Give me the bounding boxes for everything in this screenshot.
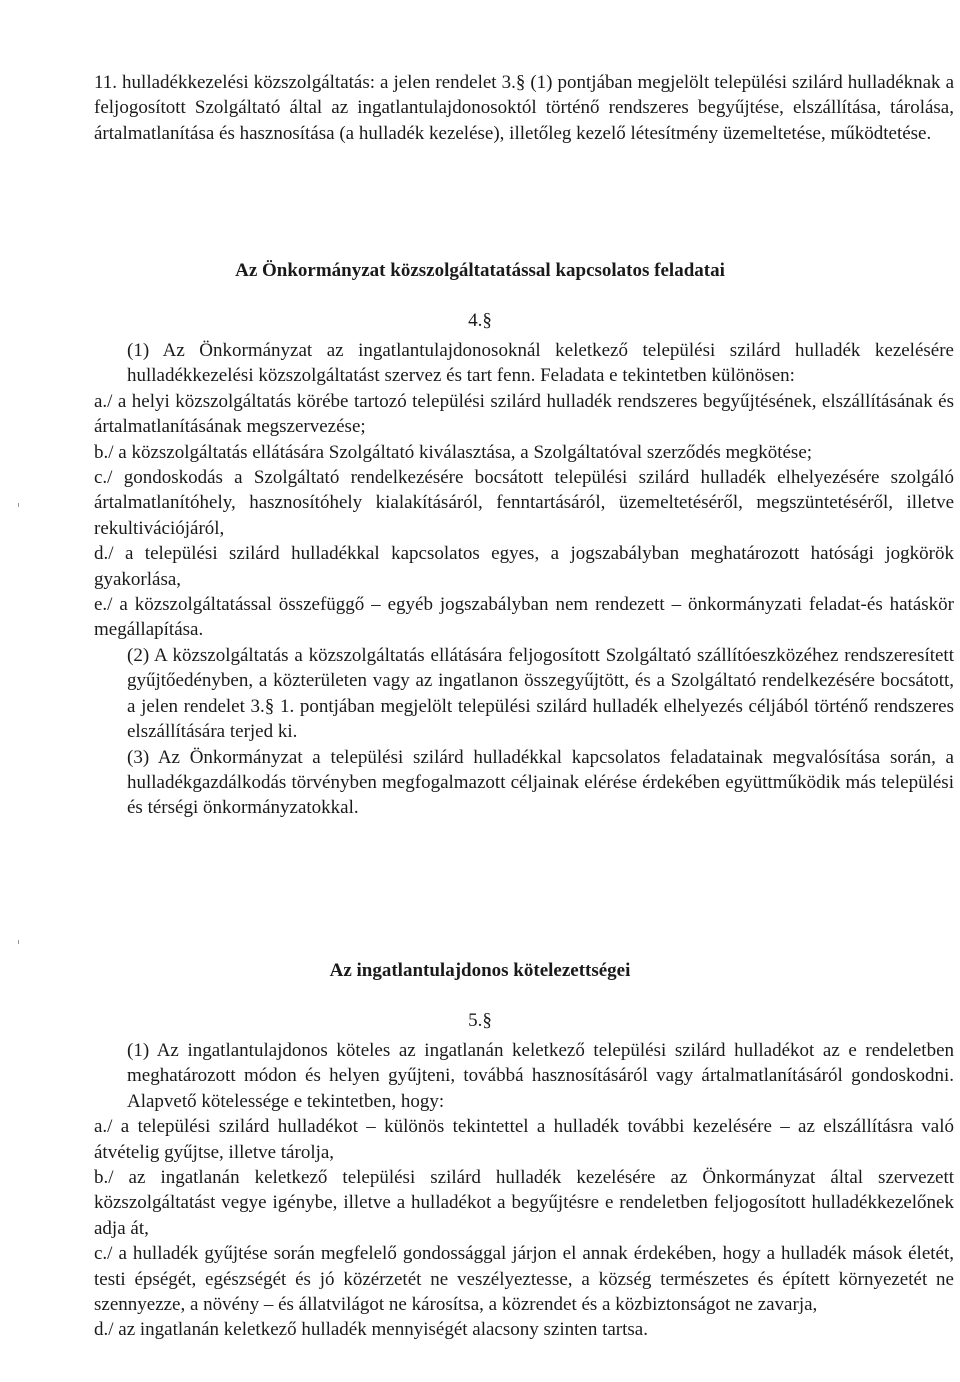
section-5-body — [94, 1038, 954, 1343]
section-5-item-a: a./ a települési szilárd hulladékot – különös tekintettel a hulladék további kezelésére – az elszállításra való átvételig gyűjtse, illetve tárolja, — [94, 1116, 954, 1163]
section-5-item-b: b./ az ingatlanán keletkező települési szilárd hulladék kezelésére az Önkormányzat által szervezett közszolgáltatást vegye igénybe, illetve a hulladékot a begyűjtésre e rendeletben feljogosított hulladékkezelőnek adja át, — [94, 1167, 954, 1239]
intro-paragraph — [94, 70, 954, 146]
section-4-heading: Az Önkormányzat közszolgáltatatással kapcsolatos feladatai — [235, 260, 725, 281]
section-4-paragraph-3: (3) Az Önkormányzat a települési szilárd hulladékkal kapcsolatos feladatainak megvalósítása során, a hulladékgazdálkodás törvényben megfogalmazott céljainak elérése érdekében együttműködik más települési és térségi önkormányzatokkal. — [127, 746, 954, 819]
section-4-item-e: e./ a közszolgáltatással összefüggő – egyéb jogszabályban nem rendezett – önkormányzati feladat-és hatáskör megállapítása. — [94, 594, 954, 641]
section-5-number: 5.§ — [468, 1010, 492, 1031]
intro-text: 11. hulladékkezelési közszolgáltatás: a jelen rendelet 3.§ (1) pontjában megjelölt települési szilárd hulladéknak a feljogosított Szolgáltató által az ingatlantulajdonosoktól történő rendszeres begyűjtése, elszállítása, tárolása, ártalmatlanítása és hasznosítása (a hulladék kezelése), illetőleg kezelő létesítmény üzemeltetése, működtetése. — [94, 72, 954, 144]
section-4-number: 4.§ — [468, 310, 492, 331]
section-4-body — [94, 338, 954, 821]
section-4-item-c: c./ gondoskodás a Szolgáltató rendelkezésére bocsátott települési szilárd hulladék elhelyezésére szolgáló ártalmatlanítóhely, hasznosítóhely kialakításáról, fenntartásáról, üzemeltetéséről, megszüntetéséről, illetve rekultivációjáról, — [94, 467, 954, 539]
section-4-paragraph-1: (1) Az Önkormányzat az ingatlantulajdonosoknál keletkező települési szilárd hulladék kezelésére hulladékkezelési közszolgáltatást szervez és tart fenn. Feladata e tekintetben különösen: — [127, 340, 954, 387]
section-5-paragraph-1: (1) Az ingatlantulajdonos köteles az ingatlanán keletkező települési szilárd hulladékot az e rendeletben meghatározott módon és helyen gyűjteni, továbbá hasznosításáról vagy ártalmatlanításáról gondoskodni. Alapvető kötelessége e tekintetben, hogy: — [127, 1040, 954, 1112]
section-4-item-b: b./ a közszolgáltatás ellátására Szolgáltató kiválasztása, a Szolgáltatóval szerződés megkötése; — [94, 441, 813, 463]
scan-mark — [18, 503, 19, 507]
section-4-item-a: a./ a helyi közszolgáltatás körébe tartozó települési szilárd hulladék rendszeres begyűjtésének, elszállításának és ártalmatlanításának megszervezése; — [94, 390, 954, 438]
scan-mark — [18, 940, 19, 944]
section-5-item-c: c./ a hulladék gyűjtése során megfelelő gondossággal járjon el annak érdekében, hogy a hulladék mások életét, testi épségét, egészségét és jó közérzetét ne veszélyeztesse, a község természetes és épített környezetét ne szennyezze, a növény – és állatvilágot ne károsítsa, a közrendet és a közbiztonságot ne zavarja, — [94, 1243, 954, 1316]
section-5-item-d: d./ az ingatlanán keletkező hulladék mennyiségét alacsony szinten tartsa. — [94, 1319, 648, 1341]
section-4-item-d: d./ a települési szilárd hulladékkal kapcsolatos egyes, a jogszabályban meghatározott hatósági jogkörök gyakorlása, — [94, 543, 954, 590]
section-5-heading: Az ingatlantulajdonos kötelezettségei — [329, 960, 631, 981]
section-4-paragraph-2: (2) A közszolgáltatás a közszolgáltatás ellátására feljogosított Szolgáltató szállítóeszközéhez rendszeresített gyűjtőedényben, a közterületen vagy az ingatlanon összegyűjtött, és a Szolgáltató rendelkezésére bocsátott, a jelen rendelet 3.§ 1. pontjában megjelölt települési szilárd hulladék elhelyezés céljából történő rendszeres elszállítására terjed ki. — [127, 644, 954, 743]
